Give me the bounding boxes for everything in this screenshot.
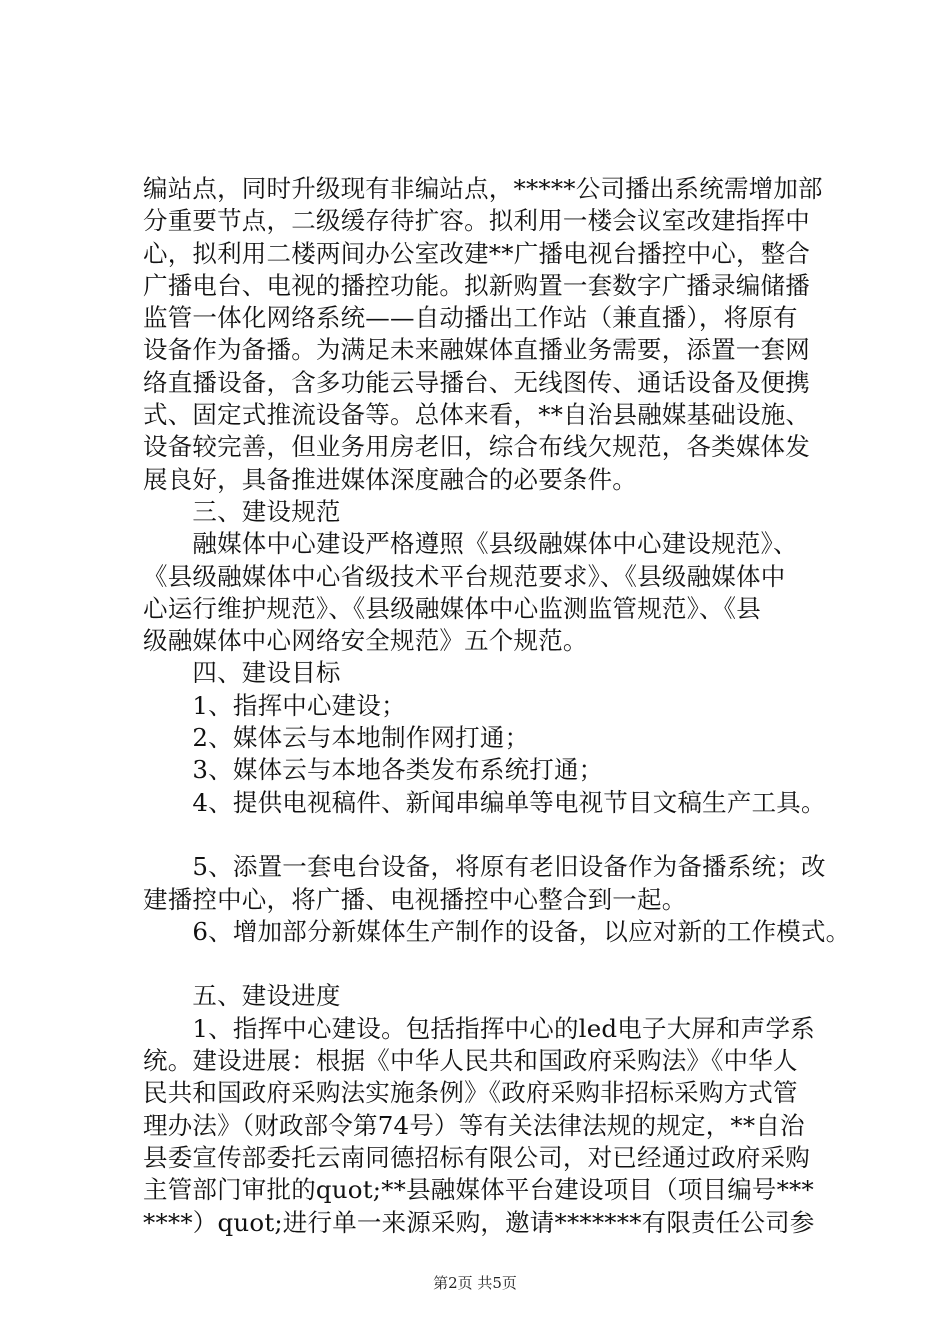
- text-line: 编站点，同时升级现有非编站点，*****公司播出系统需增加部: [143, 174, 823, 203]
- text-line: 理办法》（财政部令第74号）等有关法律法规的规定，**自治: [143, 1110, 805, 1140]
- text-line: 络直播设备，含多功能云导播台、无线图传、通话设备及便携: [143, 367, 810, 397]
- text-line: 式、固定式推流设备等。总体来看，**自治县融媒基础设施、: [143, 400, 811, 430]
- text-line: 《县级融媒体中心省级技术平台规范要求》、《县级融媒体中: [143, 561, 786, 591]
- text-line: 4、提供电视稿件、新闻串编单等电视节目文稿生产工具。: [143, 787, 826, 817]
- text-line: 主管部门审批的quot;**县融媒体平台建设项目（项目编号***: [143, 1175, 814, 1205]
- text-line: 6、增加部分新媒体生产制作的设备，以应对新的工作模式。: [143, 916, 851, 946]
- text-line: 融媒体中心建设严格遵照《县级融媒体中心建设规范》、: [143, 529, 798, 559]
- text-line: 统。建设进展：根据《中华人民共和国政府采购法》《中华人: [143, 1046, 798, 1076]
- text-line: 展良好，具备推进媒体深度融合的必要条件。: [143, 464, 637, 494]
- text-line: 设备较完善，但业务用房老旧，综合布线欠规范，各类媒体发: [143, 432, 810, 462]
- text-line: 县委宣传部委托云南同德招标有限公司，对已经通过政府采购: [143, 1142, 810, 1172]
- text-line: 民共和国政府采购法实施条例》《政府采购非招标采购方式管: [143, 1078, 798, 1108]
- text-line: 五、建设进度: [143, 981, 341, 1011]
- text-line: 建播控中心，将广播、电视播控中心整合到一起。: [143, 884, 687, 914]
- text-line: 心，拟利用二楼两间办公室改建**广播电视台播控中心，整合: [143, 238, 811, 268]
- page-footer: 第2页 共5页: [433, 1274, 517, 1292]
- text-line: 1、指挥中心建设；: [143, 690, 406, 720]
- text-line: 2、媒体云与本地制作网打通；: [143, 723, 530, 753]
- text-line: 1、指挥中心建设。包括指挥中心的led电子大屏和声学系: [143, 1013, 815, 1043]
- blank-line: [143, 948, 863, 980]
- text-line: 三、建设规范: [143, 496, 341, 526]
- text-line: 3、媒体云与本地各类发布系统打通；: [143, 755, 604, 785]
- text-line: 设备作为备播。为满足未来融媒体直播业务需要，添置一套网: [143, 335, 810, 365]
- blank-line: [143, 819, 863, 851]
- text-line: 四、建设目标: [143, 658, 341, 688]
- text-line: 监管一体化网络系统——自动播出工作站（兼直播），将原有: [143, 303, 798, 333]
- text-line: 5、添置一套电台设备，将原有老旧设备作为备播系统；改: [143, 852, 826, 882]
- text-line: 分重要节点，二级缓存待扩容。拟利用一楼会议室改建指挥中: [143, 206, 810, 236]
- text-line: 心运行维护规范》、《县级融媒体中心监测监管规范》、《县: [143, 593, 761, 623]
- text-line: 广播电台、电视的播控功能。拟新购置一套数字广播录编储播: [143, 270, 810, 300]
- text-line: ****）quot;进行单一来源采购，邀请*******有限责任公司参: [143, 1207, 815, 1237]
- text-line: 级融媒体中心网络安全规范》五个规范。: [143, 626, 588, 656]
- document-body: [143, 173, 863, 1239]
